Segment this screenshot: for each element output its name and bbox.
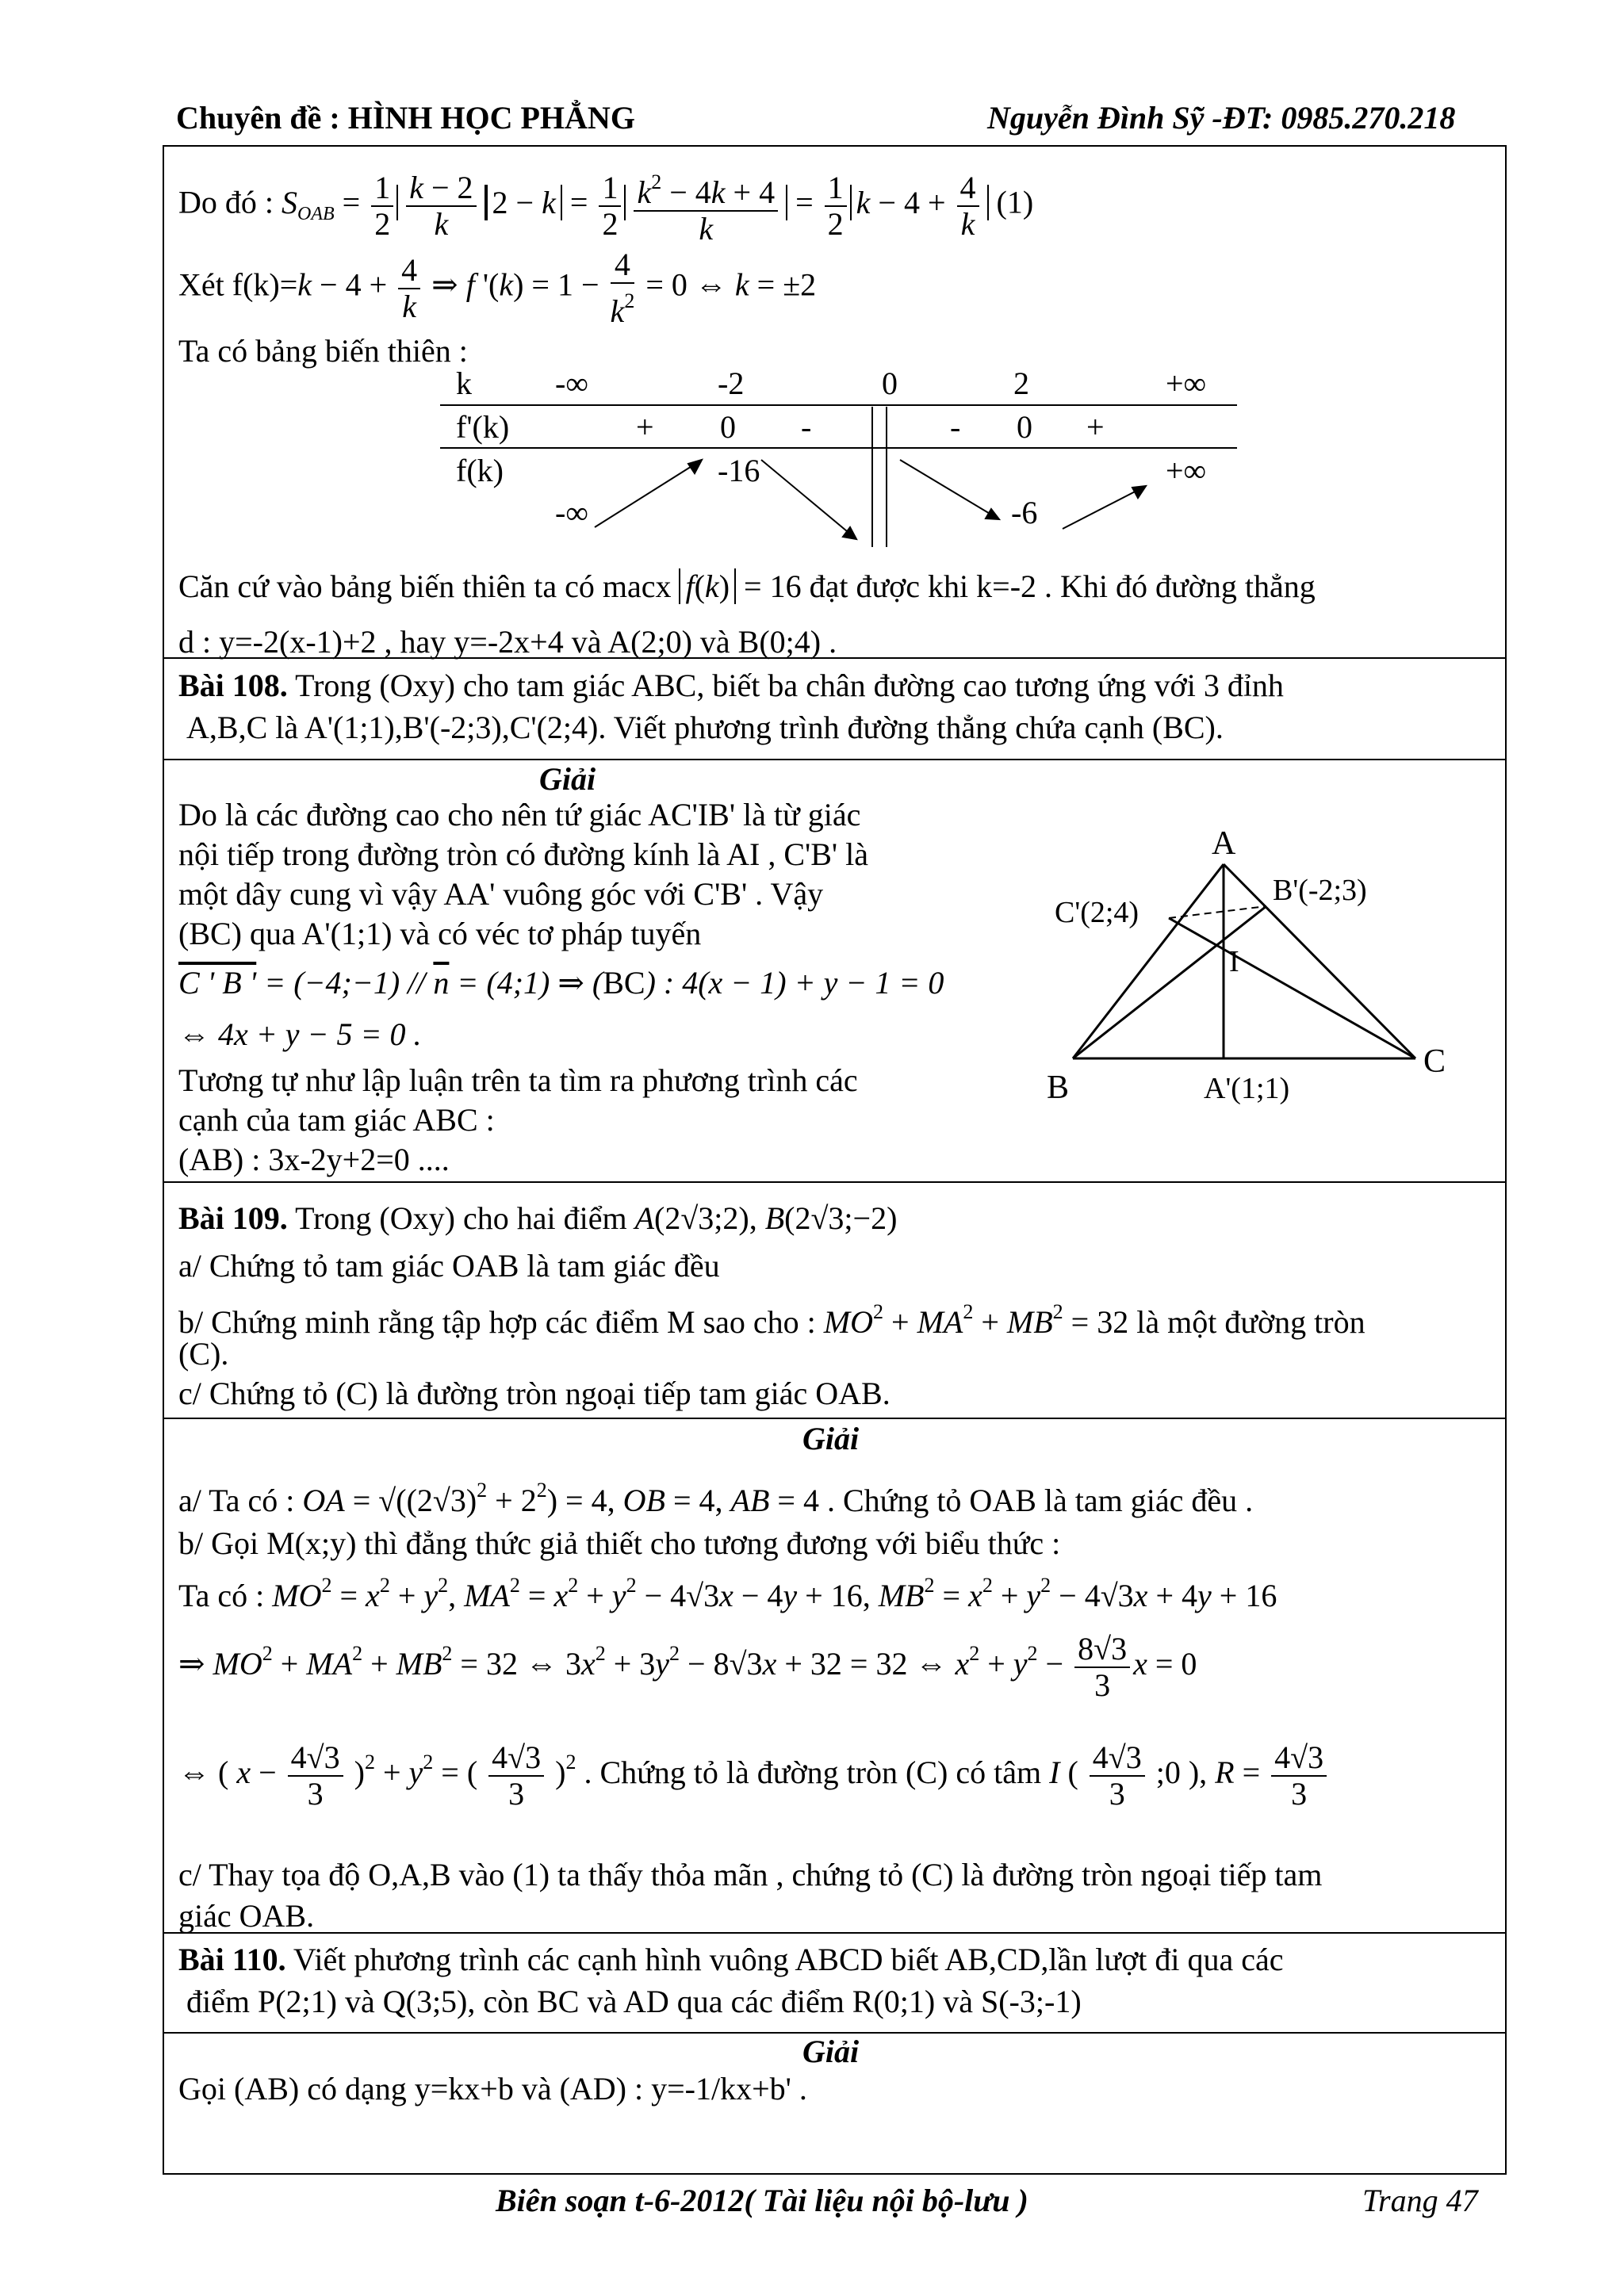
bai110-line1 <box>178 1940 1284 1980</box>
conclusion-line2: d : y=-2(x-1)+2 , hay y=-2x+4 và A(2;0) và B(0;4) . <box>178 624 837 660</box>
vt-k-pos-inf: +∞ <box>1166 365 1207 401</box>
bai109-line3: b/ Chứng minh rằng tập hợp các điểm M sao cho : $MO^2 + MA^2 + MB^2 = 32$ là một đường tròn <box>178 1300 1365 1340</box>
bai109-sol-b2-prefix: Ta có : <box>178 1578 265 1613</box>
triangle-figure <box>1031 817 1507 1134</box>
bai109-sol-a-end: . Chứng tỏ OAB là tam giác đều . <box>826 1483 1254 1518</box>
bai109-text3: b/ Chứng minh rằng tập hợp các điểm M sao cho : <box>178 1304 816 1340</box>
bai109-title: Bài 109. <box>178 1200 288 1236</box>
bai109-sol-a-prefix: a/ Ta có : <box>178 1483 295 1518</box>
formula-s-oab: Do đó : $S_{OAB}$ = $\frac{1}{2}$ $\frac{k - 2}{k}$ 2 − k = $\frac{1}{2}$ $\frac{k^2 - 4k + 4}{k}$ = $\frac{1}{2}$ k − 4 + $\frac{4}{k}$ (1) <box>178 165 1033 247</box>
bai108-sol7: Tương tự như lập luận trên ta tìm ra phương trình các <box>178 1062 858 1098</box>
vt-f-pos-inf: +∞ <box>1166 453 1207 488</box>
vt-fprime-minus2: - <box>950 409 961 445</box>
bai109-text1: Trong (Oxy) cho hai điểm <box>295 1200 627 1236</box>
vt-fprime-plus1: + <box>636 409 654 445</box>
bai109-sol-b4: ⇔ ( x − $\frac{4√3}{3}$ )$^2 + y^2$ = ( $\frac{4√3}{3}$ )$^2$ . Chứng tỏ là đường tròn (C) có tâm I ( $\frac{4√3}{3}$ ;0 ), R = $\frac{4√3}{3}$ <box>178 1740 1330 1812</box>
label-a: A <box>1212 825 1236 862</box>
bai108-sol6-equation: ⇔ 4x + y − 5 = 0 . <box>178 1016 422 1052</box>
bai108-line1 <box>178 666 1284 706</box>
vt-fprime-plus2: + <box>1086 409 1105 445</box>
variation-intro: Ta có bảng biến thiên : <box>178 333 468 369</box>
label-a-prime: A'(1;1) <box>1204 1072 1290 1105</box>
bai110-giai: Giải <box>802 2034 860 2069</box>
vt-arrows <box>595 460 1146 539</box>
bai108-sol8: cạnh của tam giác ABC : <box>178 1102 495 1138</box>
header-right: Nguyễn Đình Sỹ -ĐT: 0985.270.218 <box>987 100 1456 136</box>
label-b-prime: B'(-2;3) <box>1273 874 1367 907</box>
bai110-line2: điểm P(2;1) và Q(3;5), còn BC và AD qua các điểm R(0;1) và S(-3;-1) <box>186 1984 1082 2019</box>
bai109-line4: (C). <box>178 1336 229 1372</box>
bai110-text1: Viết phương trình các cạnh hình vuông ABCD biết AB,CD,lần lượt đi qua các <box>293 1942 1284 1977</box>
label-i: I <box>1229 945 1239 978</box>
vt-f-minus16: -16 <box>718 453 760 488</box>
side-ab <box>1073 864 1224 1058</box>
bai108-sol2: nội tiếp trong đường tròn có đường kính là AI , C'B' là <box>178 836 868 872</box>
xet-label: Xét f(k)= <box>178 266 298 303</box>
vt-fprime-minus1: - <box>801 409 812 445</box>
bai109-sol-c1: c/ Thay tọa độ O,A,B vào (1) ta thấy thỏa mãn , chứng tỏ (C) là đường tròn ngoại tiếp tam <box>178 1857 1323 1892</box>
bai109-sol-c2: giác OAB. <box>178 1898 315 1934</box>
vt-f-label: f(k) <box>456 453 504 488</box>
bai108-sol9: (AB) : 3x-2y+2=0 .... <box>178 1142 450 1177</box>
bai108-sol1: Do là các đường cao cho nên tứ giác AC'IB' là từ giác <box>178 797 861 832</box>
header-left: Chuyên đề : HÌNH HỌC PHẲNG <box>176 100 635 136</box>
vt-k-minus2: -2 <box>718 365 745 401</box>
bai109-sol-b3: ⇒ $MO^2 + MA^2 + MB^2 = 32$ ⇔ $3x^2 + 3y^2 - 8√3x + 32 = 32$ ⇔ $x^2 + y^2$ − $\frac{8√3}{3}$ x = 0 <box>178 1631 1197 1703</box>
vt-f-neg-inf: -∞ <box>555 495 588 530</box>
formula-fk: Xét f(k)=k − 4 + $\frac{4}{k}$ ⇒ f '(k) = 1 − $\frac{4}{k^2}$ = 0 ⇔ k = ±2 <box>178 247 817 329</box>
bai109-sol-a: a/ Ta có : OA = $√((2√3)^2 + 2^2) = 4$, OB = 4, AB = 4 . Chứng tỏ OAB là tam giác đều . <box>178 1479 1254 1518</box>
bai109-text3-end: là một đường tròn <box>1136 1304 1365 1340</box>
variation-table <box>428 361 1245 559</box>
vt-k-label: k <box>456 365 472 401</box>
bai109-sol-b1: b/ Gọi M(x;y) thì đẳng thức giả thiết cho tương đương với biểu thức : <box>178 1525 1061 1561</box>
vt-f-minus6: -6 <box>1011 495 1038 530</box>
label-b: B <box>1047 1070 1070 1106</box>
bai108-sol4: (BC) qua A'(1;1) và có véc tơ pháp tuyến <box>178 916 702 951</box>
page-number: Trang 47 <box>1362 2183 1478 2218</box>
bai108-text1: Trong (Oxy) cho tam giác ABC, biết ba chân đường cao tương ứng với 3 đỉnh <box>295 668 1284 703</box>
bai109-line1: Bài 109. Trong (Oxy) cho hai điểm A(2√3;2), B(2√3;−2) <box>178 1200 898 1236</box>
bai109-line2: a/ Chứng tỏ tam giác OAB là tam giác đều <box>178 1248 720 1284</box>
bai108-title: Bài 108. <box>178 668 288 703</box>
equation-tag: (1) <box>996 184 1034 220</box>
vt-k-2: 2 <box>1013 365 1029 401</box>
bai108-line2: A,B,C là A'(1;1),B'(-2;3),C'(2;4). Viết phương trình đường thẳng chứa cạnh (BC). <box>186 710 1224 745</box>
bai109-line5: c/ Chứng tỏ (C) là đường tròn ngoại tiếp tam giác OAB. <box>178 1376 891 1411</box>
bai110-sol1: Gọi (AB) có dạng y=kx+b và (AD) : y=-1/kx+b' . <box>178 2071 807 2107</box>
vt-fprime-label: f'(k) <box>456 409 510 445</box>
vt-fprime-zero1: 0 <box>720 409 736 445</box>
bai109-sol-b4-mid: . Chứng tỏ là đường tròn (C) có tâm <box>584 1755 1042 1791</box>
conclusion-text-a: Căn cứ vào bảng biến thiên ta có macx <box>178 568 672 604</box>
vt-k-zero: 0 <box>882 365 898 401</box>
bai108-sol3: một dây cung vì vậy AA' vuông góc với C'B' . Vậy <box>178 876 824 912</box>
do-do-label: Do đó : <box>178 184 274 220</box>
bai108-sol5-normal-vector: C ' B ' = (−4;−1) // $\overline{n}$ = (4;1) ⇒ (BC) : 4(x − 1) + y − 1 = 0 <box>178 965 944 1001</box>
altitude-cc <box>1169 918 1415 1058</box>
footer-center: Biên soạn t-6-2012( Tài liệu nội bộ-lưu ) <box>496 2183 1028 2218</box>
vt-fprime-zero2: 0 <box>1017 409 1032 445</box>
conclusion-text-b: đạt được khi k=-2 . Khi đó đường thẳng <box>809 568 1316 604</box>
bai109-giai: Giải <box>802 1421 860 1456</box>
label-c: C <box>1423 1043 1446 1080</box>
conclusion-line1: Căn cứ vào bảng biến thiên ta có macx f(k) = 16 đạt được khi k=-2 . Khi đó đường thẳng <box>178 568 1316 604</box>
label-c-prime: C'(2;4) <box>1055 896 1139 929</box>
vt-k-neg-inf: -∞ <box>555 365 588 401</box>
bai110-title: Bài 110. <box>178 1942 286 1977</box>
bai108-giai: Giải <box>539 761 596 797</box>
bai109-sol-b2: Ta có : $MO^2 = x^2 + y^2$, $MA^2 = x^2 + y^2 - 4√3x - 4y + 16$, $MB^2 = x^2 + y^2 - 4√3x + 4y + 16$ <box>178 1574 1277 1613</box>
